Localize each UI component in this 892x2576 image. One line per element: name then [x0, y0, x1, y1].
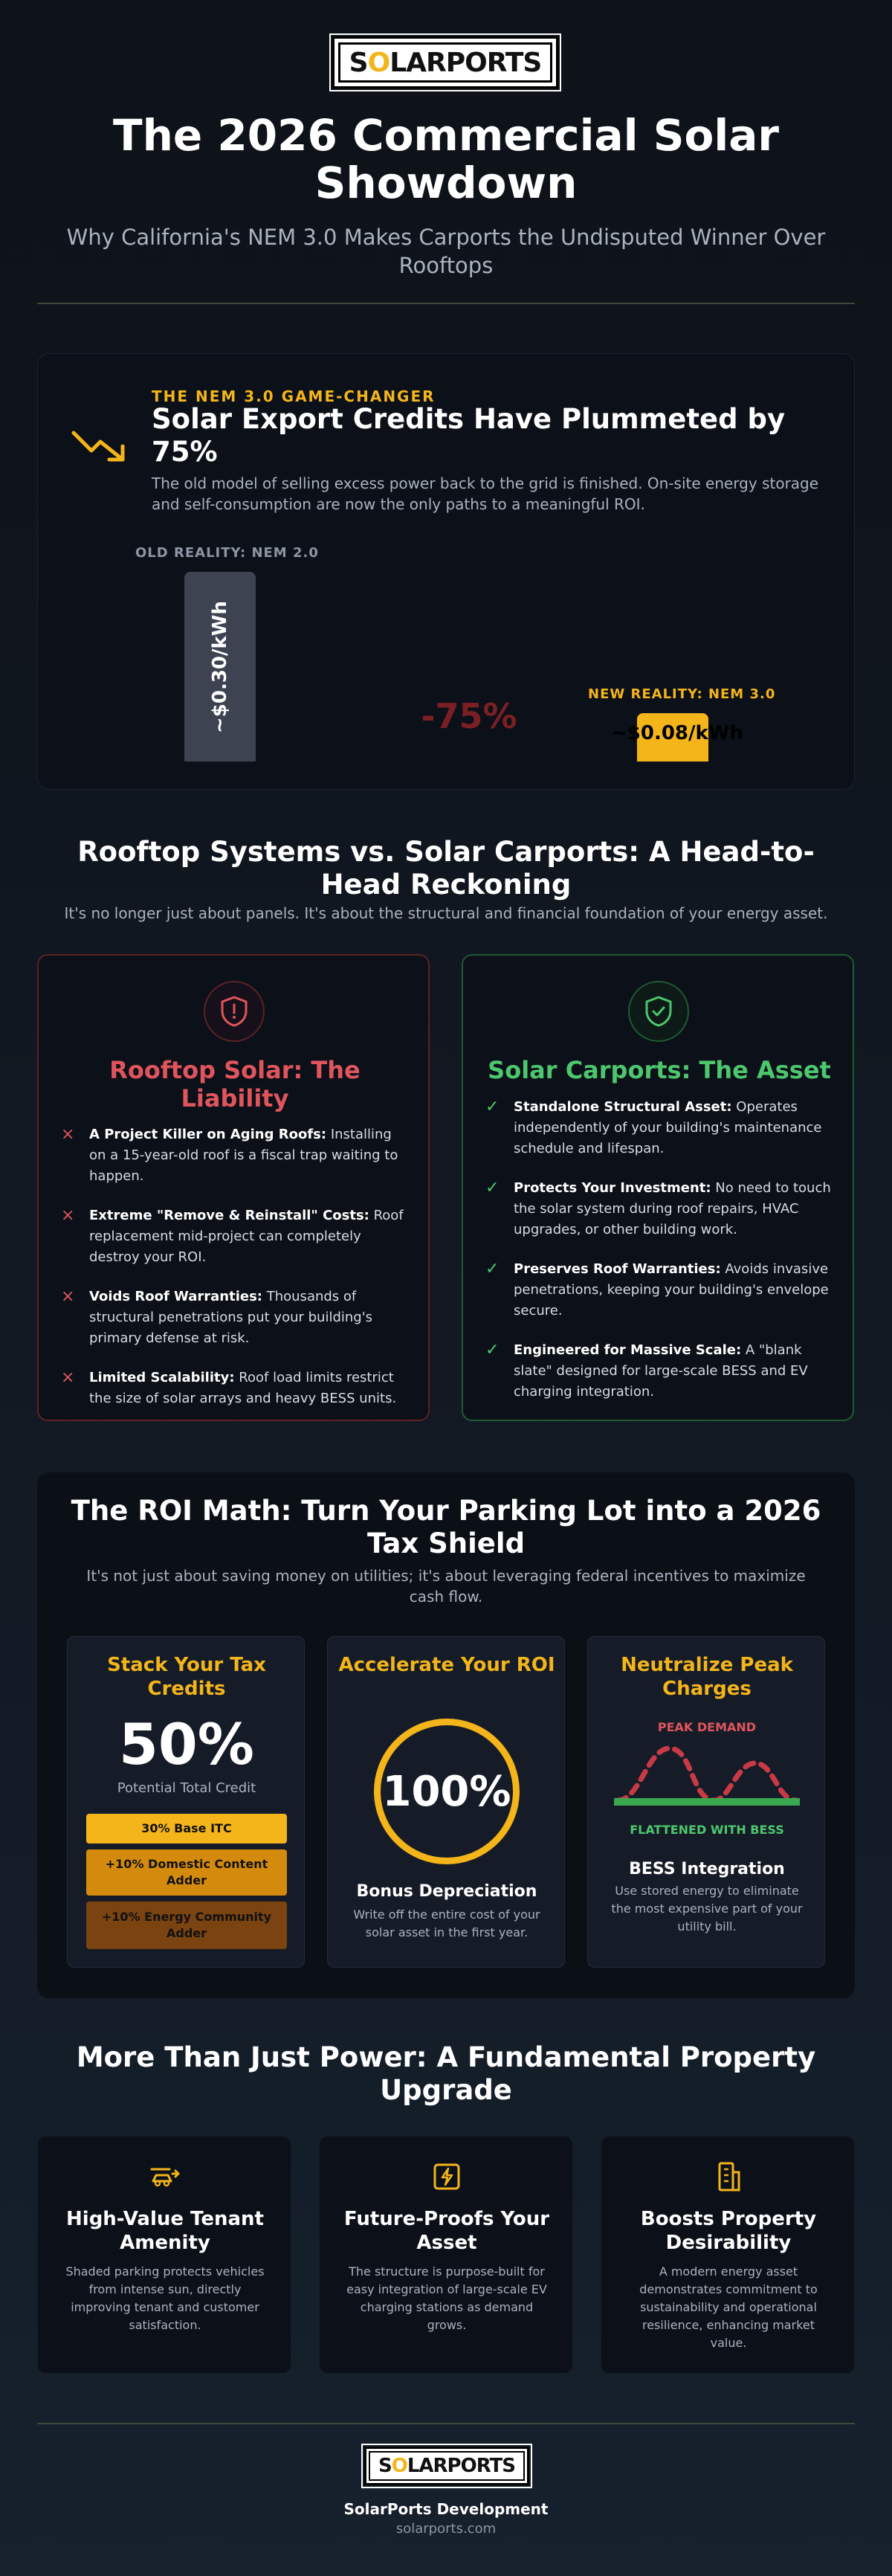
logo-sun: O: [367, 47, 390, 78]
shield-alert-icon: [204, 981, 265, 1042]
x-icon: ×: [61, 1368, 75, 1387]
check-icon: ✓: [485, 1179, 500, 1197]
list-item: ✓ Preserves Roof Warranties: Avoids invasive penetrations, keeping your building's envelope secure.: [485, 1260, 829, 1318]
list-item: ✓ Standalone Structural Asset: Operates independently of your building's maintenance schedule and lifespan.: [485, 1098, 822, 1156]
depreciation-body: Write off the entire cost of your solar asset in the first year.: [353, 1907, 540, 1939]
depreciation-ring: [374, 1719, 520, 1864]
nem-heading: Solar Export Credits Have Plummeted by 75%: [152, 403, 786, 468]
rooftop-title: Rooftop Solar: The Liability: [109, 1056, 361, 1112]
property-title: More Than Just Power: A Fundamental Property Upgrade: [76, 2041, 816, 2106]
carport-title: Solar Carports: The Asset: [488, 1056, 831, 1084]
tax-credit-panel: [67, 1636, 305, 1968]
check-icon: ✓: [485, 1260, 500, 1278]
property-card-body: The structure is purpose-built for easy integration of large-scale EV charging stations as demand grows.: [346, 2264, 547, 2332]
property-card-title: Boosts Property Desirability: [640, 2208, 817, 2254]
logo-text: S: [349, 47, 368, 78]
depreciation-value: 100%: [382, 1767, 511, 1816]
carport-list: [485, 1097, 835, 1421]
depreciation-title: Accelerate Your ROI: [338, 1654, 555, 1676]
depreciation-heading: Bonus Depreciation: [356, 1882, 537, 1901]
list-item: ✓ Engineered for Massive Scale: A "blank slate" designed for large-scale BESS and EV charging integration.: [485, 1341, 808, 1400]
car-shade-icon: [147, 2159, 183, 2195]
bess-body: Use stored energy to eliminate the most expensive part of your utility bill.: [611, 1884, 803, 1933]
old-reality-label: OLD REALITY: NEM 2.0: [135, 545, 319, 561]
carport-card: [462, 954, 854, 1421]
peak-demand-label: PEAK DEMAND: [657, 1720, 757, 1734]
tax-credit-title: Stack Your Tax Credits: [107, 1654, 266, 1700]
rooftop-card: [37, 954, 430, 1421]
new-rate-value: ~$0.08/kWh: [610, 722, 743, 744]
brand-logo[interactable]: [332, 36, 558, 88]
ev-charger-icon: [429, 2159, 465, 2195]
trending-down-icon: [71, 427, 129, 468]
total-credit-value: 50%: [119, 1711, 254, 1777]
property-card: [601, 2136, 855, 2374]
logo-text: S: [378, 2455, 392, 2477]
property-card-body: A modern energy asset demonstrates commitment to sustainability and operational resilience, enhancing market value.: [639, 2264, 818, 2350]
footer-divider: [37, 2423, 855, 2424]
footer-logo[interactable]: [364, 2447, 529, 2485]
x-icon: ×: [61, 1206, 75, 1225]
page-title: The 2026 Commercial Solar Showdown: [113, 110, 779, 208]
logo-sun: O: [391, 2455, 407, 2477]
list-item: × Voids Roof Warranties: Thousands of structural penetrations put your building's primary defense at risk.: [61, 1287, 373, 1346]
nem-body: The old model of selling excess power back to the grid is finished. On-site energy storage and self-consumption are now the only paths to a meaningful ROI.: [152, 474, 819, 513]
bess-heading: BESS Integration: [629, 1860, 785, 1878]
property-card: [37, 2136, 291, 2374]
check-icon: ✓: [485, 1098, 500, 1116]
property-card-title: Future-Proofs Your Asset: [343, 2208, 550, 2254]
list-item: × A Project Killer on Aging Roofs: Installing on a 15-year-old roof is a fiscal trap waiting to happen.: [61, 1125, 398, 1184]
footer-company: SolarPorts Development: [343, 2500, 549, 2518]
compare-title: Rooftop Systems vs. Solar Carports: A Head-to-Head Reckoning: [77, 836, 815, 901]
nem-eyebrow: THE NEM 3.0 GAME-CHANGER: [152, 387, 436, 405]
shield-check-icon: [628, 981, 689, 1042]
peak-panel: [587, 1636, 825, 1968]
nem-card: [37, 353, 855, 790]
roi-subtitle: It's not just about saving money on utilities; it's about leveraging federal incentives to maximize cash flow.: [86, 1567, 806, 1606]
list-item: × Extreme "Remove & Reinstall" Costs: Roof replacement mid-project can completely destroy your ROI.: [61, 1206, 404, 1265]
compare-subtitle: It's no longer just about panels. It's about the structural and financial foundation of your energy asset.: [64, 904, 828, 922]
depreciation-panel: [327, 1636, 565, 1968]
credit-layer-base: 30% Base ITC: [86, 1814, 287, 1844]
flattened-label: FLATTENED WITH BESS: [630, 1823, 784, 1837]
rooftop-list: [61, 1124, 410, 1428]
peak-title: Neutralize Peak Charges: [621, 1654, 793, 1700]
list-item: × Limited Scalability: Roof load limits restrict the size of solar arrays and heavy BESS units.: [61, 1368, 397, 1406]
check-icon: ✓: [485, 1341, 500, 1359]
building-icon: [711, 2159, 746, 2195]
property-card-body: Shaded parking protects vehicles from intense sun, directly improving tenant and customer satisfaction.: [65, 2264, 265, 2332]
x-icon: ×: [61, 1125, 75, 1144]
peak-demand-chart-icon: [610, 1733, 804, 1815]
property-card: [319, 2136, 573, 2374]
footer-url-link[interactable]: solarports.com: [395, 2521, 497, 2537]
old-rate-value: ~$0.30/kWh: [209, 600, 232, 733]
page-subtitle: Why California's NEM 3.0 Makes Carports the Undisputed Winner Over Rooftops: [66, 225, 826, 278]
drop-percent: -75%: [421, 696, 517, 736]
credit-layer-community: +10% Energy Community Adder: [86, 1902, 287, 1949]
header-divider: [37, 303, 855, 304]
property-card-title: High-Value Tenant Amenity: [66, 2208, 264, 2254]
credit-layer-domestic: +10% Domestic Content Adder: [86, 1849, 287, 1896]
logo-text-rest: LARPORTS: [390, 47, 542, 78]
logo-text-rest: LARPORTS: [407, 2455, 516, 2477]
total-credit-caption: Potential Total Credit: [117, 1780, 256, 1796]
roi-title: The ROI Math: Turn Your Parking Lot into a 2026 Tax Shield: [71, 1495, 821, 1559]
new-reality-label: NEW REALITY: NEM 3.0: [588, 686, 776, 702]
x-icon: ×: [61, 1287, 75, 1306]
list-item: ✓ Protects Your Investment: No need to touch the solar system during roof repairs, HVAC upgrades, or other building work.: [485, 1179, 831, 1237]
